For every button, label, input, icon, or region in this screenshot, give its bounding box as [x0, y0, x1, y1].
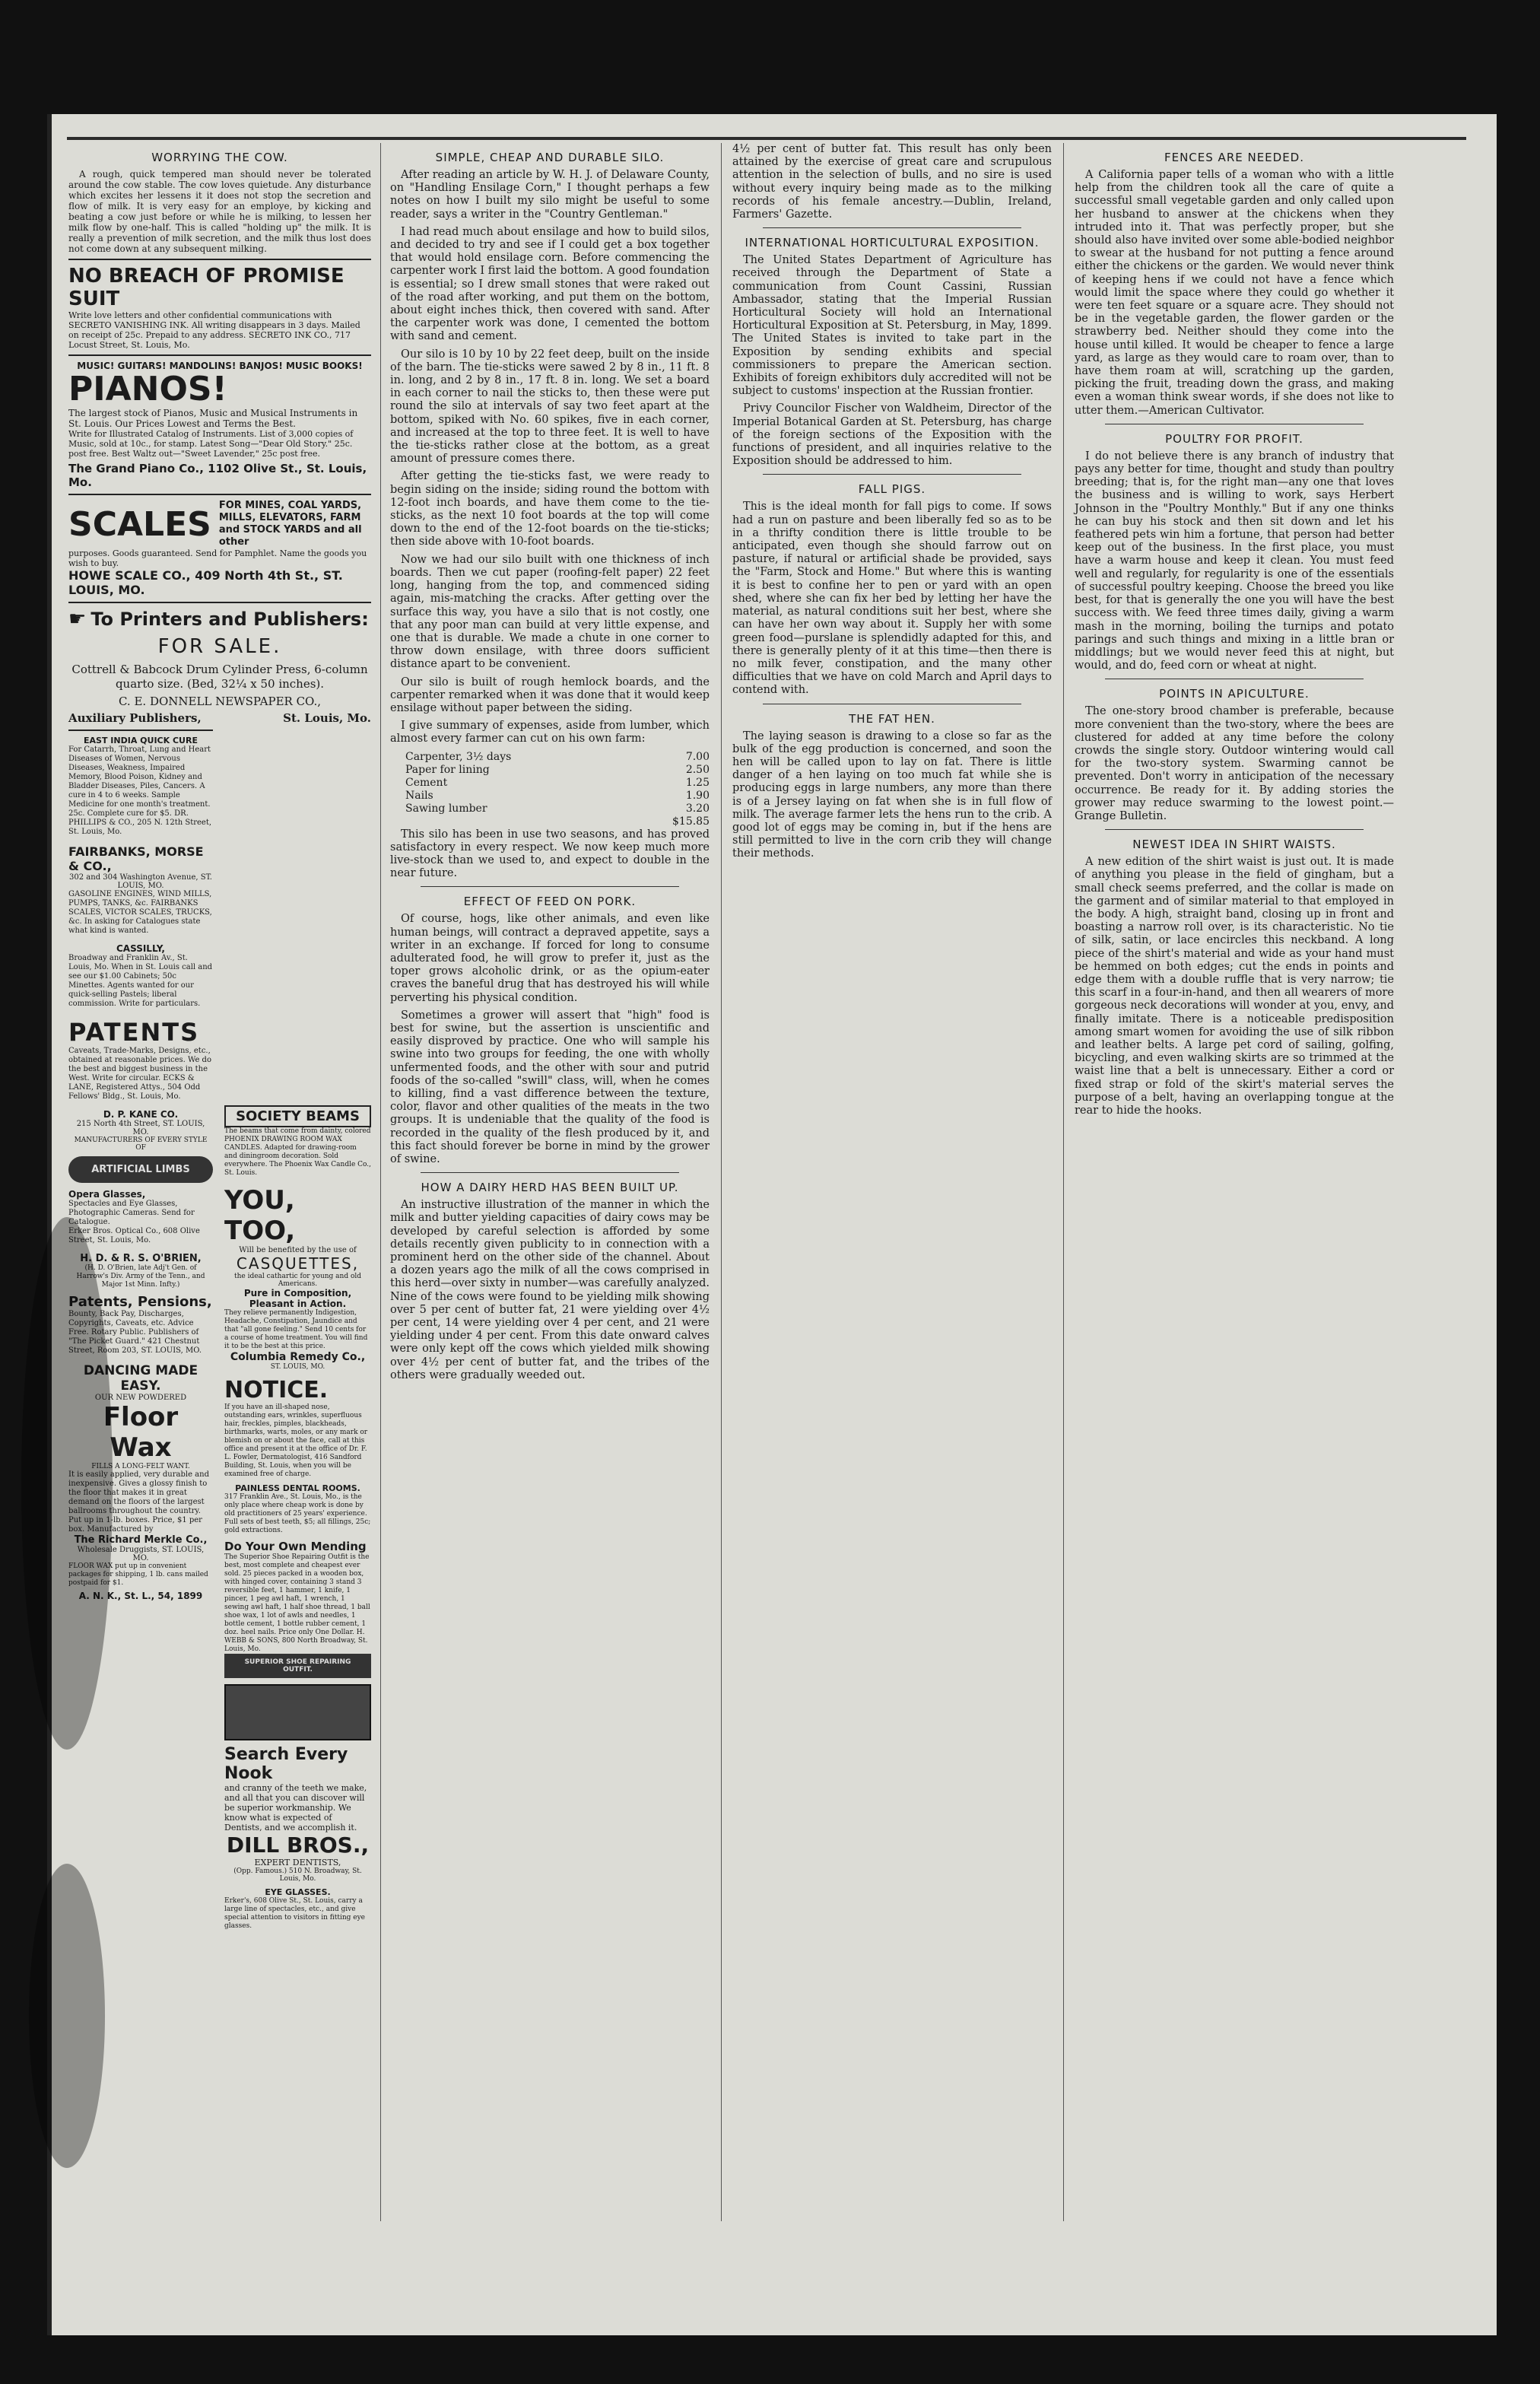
article-body: Of course, hogs, like other animals, and even like human beings, will contract a depraved appetite, says a writer in an exchange. If forced for long to consume adulterated food, he will grow to prefer it, just as the toper grows alcoholic drink, or as the opium-eater craves the baneful drug that has destroyed his will while perverting his physical condition.	[390, 913, 710, 1004]
ad-text: If you have an ill-shaped nose, outstanding ears, wrinkles, superfluous hair, freckles, pimples, blackheads, birthmarks, warts, moles, or any mark or blemish on or about the face, call at this office and present it at the office of Dr. F. L. Fowler, Dermatologist, 416 Sandford Building, St. Louis, when you will be examined free of charge.	[224, 1403, 368, 1478]
ad-text: Will be benefited by the use of	[239, 1246, 357, 1254]
ad-text: Cottrell & Babcock Drum Cylinder Press, 6-column quarto size. (Bed, 32¼ x 50 inches).	[71, 663, 368, 691]
article-title: HOW A DAIRY HERD HAS BEEN BUILT UP.	[421, 1181, 679, 1195]
ad-text: Spectacles and Eye Glasses, Photographic Cameras. Send for Catalogue.	[68, 1200, 195, 1226]
ad-headline: DANCING MADE EASY.	[83, 1363, 198, 1394]
column-rule	[721, 143, 722, 2221]
printers-advertisement	[68, 602, 371, 730]
article-body: The United States Department of Agriculture has received through the Department of State a communication from Count Cassini, Russian Ambassador, stating that the Imperial Russian Horticultural Society will hold an International Horticultural Exposition at St. Petersburg, in May, 1899. The United States is invited to take part in the Exposition by sending exhibits and special commissioners to prepare the American section. Exhibits of foreign exhibitors duly accredited will not be subject to customs' inspection at the Russian frontier.	[732, 254, 1052, 398]
divider	[763, 227, 1021, 228]
ad-footer: Auxiliary Publishers,	[68, 711, 202, 725]
ad-headline: PAINLESS DENTAL ROOMS.	[235, 1483, 360, 1493]
ad-headline: Do Your Own Mending	[224, 1540, 367, 1553]
ad-headline: DILL BROS.,	[226, 1833, 370, 1858]
top-rule	[67, 137, 1466, 140]
ad-text: GASOLINE ENGINES, WIND MILLS, PUMPS, TANKS, &c. FAIRBANKS SCALES, VICTOR SCALES, TRUCKS, &c. In asking for Catalogues state what kind is wanted.	[68, 890, 212, 935]
piano-advertisement	[68, 354, 371, 494]
ad-text: For Catarrh, Throat, Lung and Heart Diseases of Women, Nervous Diseases, Weakness, Impaired Memory, Blood Poison, Kidney and Bladder Diseases, Piles, Cancers. A cure in 4 to 6 weeks. Sample Medicine for one month's treatment. 25c. Complete cure for $5. DR. PHILLIPS & CO., 205 N. 12th Street, St. Louis, Mo.	[68, 745, 212, 836]
article-title: FENCES ARE NEEDED.	[1164, 151, 1305, 164]
ad-subhead: FOR SALE.	[157, 635, 282, 658]
ad-text: 317 Franklin Ave., St. Louis, Mo., is the only place where cheap work is done by old practitioners of 25 years' experience. Full sets of best teeth, $5; all fillings, 25c; gold extractions.	[224, 1493, 371, 1534]
ad-headline: EAST INDIA QUICK CURE	[84, 736, 198, 745]
article-body: A new edition of the shirt waist is just out. It is made of anything you please in the field of gingham, but a small check seems preferred, and the collar is made on the garment and of similar material to that employed in the body. A high, straight band, closing up in front and boasting a narrow roll over, is its characteristic. No tie of silk, satin, or lace encircles this neckband. A long piece of the shirt's material and wide as your hand must be hemmed on both edges; cut the ends in points and edge them with a double ruffle that is very narrow; tie this scarf in a four-in-hand, and then all wearers of more gorgeous neck decorations will wonder at you, envy, and finally imitate. There is a noticeable predisposition among smart women for avoiding the use of silk ribbon and leather belts. A large pet cord of sailing, golfing, bicycling, and even walking skirts are so trimmed at the waist line that a belt is unnecessary. Either a cord or fixed strap or fold of the skirt's material serves the purpose of a belt, having an overlapping tongue at the rear to hide the hooks.	[1075, 856, 1394, 1117]
ad-subhead: Pleasant in Action.	[249, 1298, 347, 1309]
expense-total: $15.85	[672, 815, 710, 828]
article-body: Privy Councilor Fischer von Waldheim, Director of the Imperial Botanical Garden at St. Petersburg, has charge of the foreign sections of the Exposition with the functions of president, and all inquiries relative to the Exposition should be addressed to him.	[732, 402, 1052, 468]
expense-row: Carpenter, 3½ days 7.00	[405, 750, 710, 763]
ad-headline: Opera Glasses,	[68, 1189, 146, 1200]
ad-headline: NO BREACH OF PROMISE SUIT	[68, 265, 345, 310]
ad-text: Bounty, Back Pay, Discharges, Copyrights, Caveats, etc. Advice Free. Rotary Public. Publishers of "The Picket Guard." 421 Chestnut Street, Room 203, ST. LOUIS, MO.	[68, 1310, 202, 1355]
article-title: POULTRY FOR PROFIT.	[1165, 431, 1303, 446]
scales-advertisement	[68, 494, 371, 602]
ad-headline: Floor Wax	[103, 1402, 179, 1463]
article-body: Our silo is 10 by 10 by 22 feet deep, built on the inside of the barn. The tie-sticks were sawed 2 by 8 in., 11 ft. 8 in. long, and 2 by 8 in., 17 ft. 8 in. long. We set a board in each corner to nail the sticks to, then these were put round the silo at intervals of say two feet apart at the bottom, spiked with No. 60 spikes, five in each corner, and increased at the top to three feet. It is well to have the tie-sticks rather close at the bottom, as a great amount of pressure comes there.	[390, 348, 710, 466]
ink-advertisement	[68, 259, 371, 354]
ad-headline: SCALES	[68, 504, 211, 544]
article-body: This is the ideal month for fall pigs to come. If sows had a run on pasture and been liberally fed so as to be in a thrifty condition there is little trouble to be anticipated, even though she should farrow out on pasture, if natural or artificial shade be provided, says the "Farm, Stock and Home." But where this is wanting it is best to confine her to pen or yard with an open shed, where she can fix her bed by letting her have the material, as natural conditions suit her best, where she can have her own way about it. Supply her with some green food—purslane is splendidly adapted for this, and there is generally plenty of it at this time—then there is no milk fever, constipation, and the many other difficulties that we have on cold March and April days to contend with.	[732, 501, 1052, 697]
ad-subhead: FILLS A LONG-FELT WANT.	[91, 1463, 190, 1470]
ad-text: purposes. Goods guaranteed. Send for Pamphlet. Name the goods you wish to buy.	[68, 548, 367, 568]
ad-headline: To Printers and Publishers:	[90, 609, 369, 630]
ad-text: The largest stock of Pianos, Music and Musical Instruments in St. Louis. Our Prices Lowest and Terms the Best.	[68, 408, 358, 429]
column-rule	[380, 143, 381, 2221]
article-title: EFFECT OF FEED ON PORK.	[463, 895, 637, 909]
column-rule	[1063, 143, 1064, 2221]
article-body: I had read much about ensilage and how to build silos, and decided to try and see if I could get a box together that would hold ensilage corn. Before commencing the carpenter work I first laid the bottom. A good foundation is essential; so I drew small stones that were raked out of the road after working, and put them on the bottom, about eight inches thick, then covered with sand. After the carpenter work was done, I cemented the bottom with sand and cement.	[390, 225, 710, 343]
article-body: A California paper tells of a woman who with a little help from the children took all the care of quite a successful small vegetable garden and only called upon her husband to answer at the chickens when they intruded into it. That was perfectly proper, but she should also have invited over some able-bodied neighbor to swear at the husband for not putting a fence around either the chickens or the garden. We would never think of keeping hens if we could not have a fence which would limit the space where they could go whether it were ten feet square or a square acre. They should not be in the vegetable garden, the flower garden or the strawberry bed. Neither should they come into the house until killed. It would be cheaper to fence a large yard, as large as they would care to roam over, than to have them roam at will, scratching up the garden, picking the fruit, treading down the grass, and making even a woman think swear words, if she does not like to utter them.—American Cultivator.	[1075, 169, 1394, 417]
expense-row: Sawing lumber 3.20	[405, 802, 710, 815]
ad-headline: CASSILLY,	[116, 943, 165, 954]
article-body: This silo has been in use two seasons, and has proved satisfactory in every respect. We now keep much more live-stock than we used to, and expect to double in the near future.	[390, 828, 710, 880]
ad-text: Wholesale Druggists, ST. LOUIS, MO.	[77, 1546, 205, 1562]
ink-stain	[21, 1217, 113, 1750]
ad-headline: H. D. & R. S. O'BRIEN,	[80, 1253, 202, 1264]
ad-text: Write love letters and other confidential communications with SECRETO VANISHING INK. All writing disappears in 3 days. Mailed on receipt of 25c. Prepaid to any address. SECRETO INK CO., 717 Locust Street, St. Louis, Mo.	[68, 310, 360, 350]
divider	[1105, 829, 1364, 830]
expense-row: Cement 1.25	[405, 776, 710, 789]
ad-footer: HOWE SCALE CO., 409 North 4th St., ST. LOUIS, MO.	[68, 568, 343, 597]
article-title: THE FAT HEN.	[849, 711, 935, 726]
ad-text: Caveats, Trade-Marks, Designs, etc., obtained at reasonable prices. We do the best and biggest business in the West. Write for circular. ECKS & LANE, Registered Attys., 504 Odd Fellows' Bldg., St. Louis, Mo.	[68, 1047, 211, 1101]
ad-text: The Superior Shoe Repairing Outfit is the best, most complete and cheapest ever sold. 25 pieces packed in a wooden box, with hinged cover, containing 3 stand 3 reversible feet, 1 hammer, 1 knife, 1 pincer, 1 peg awl haft, 1 wrench, 1 sewing awl haft, 1 half shoe thread, 1 ball shoe wax, 1 lot of awls and needles, 1 bottle cement, 1 bottle rubber cement, 1 doz. heel nails. Price only One Dollar. H. WEBB & SONS, 800 North Broadway, St. Louis, Mo.	[224, 1553, 370, 1653]
newspaper-page	[47, 114, 1497, 2335]
article-title: SIMPLE, CHEAP AND DURABLE SILO.	[435, 151, 665, 164]
ad-text: 215 North 4th Street, ST. LOUIS, MO.	[76, 1120, 205, 1136]
ad-headline: Patents, Pensions,	[68, 1294, 212, 1310]
artificial-limb-illustration: ARTIFICIAL LIMBS	[68, 1156, 213, 1183]
article-column-3	[732, 143, 1052, 866]
ad-headline: YOU, TOO,	[224, 1185, 296, 1246]
ad-headline: CASQUETTES,	[236, 1254, 360, 1273]
ad-subhead: OUR NEW POWDERED	[94, 1394, 187, 1402]
ad-text: It is easily applied, very durable and inexpensive. Gives a glossy finish to the floor that makes it in great demand on the floors of the largest ballrooms throughout the country. Put up in 1-lb. boxes. Price, $1 per box. Manufactured by	[68, 1470, 209, 1534]
ad-text: C. E. DONNELL NEWSPAPER CO.,	[118, 695, 322, 708]
ad-headline: D. P. KANE CO.	[103, 1109, 179, 1120]
ad-headline: Search Every Nook	[224, 1745, 348, 1783]
ad-footer: Columbia Remedy Co.,	[230, 1351, 366, 1363]
article-body: Now we had our silo built with one thickness of inch boards. Then we cut paper (roofing-felt paper) 22 feet long, hanging from the top, and commenced siding again, mis-matching the cracks. After getting over the surface this way, you have a silo that is not costly, one that any poor man can build at very little expense, and one that is durable. We made a chute in one corner to throw down ensilage, with three doors sufficient distance apart to be convenient.	[390, 553, 710, 671]
article-body: I do not believe there is any branch of industry that pays any better for time, thought and study than poultry breeding; that is, for the right man—any one that loves the business and is willing to work, says Herbert Johnson in the "Poultry Monthly." But if any one thinks he can buy his stock and then sit down and let his feathered pets win him a fortune, that person had better keep out of the business. In the first place, you must have a warm house and keep it clean. You must feed well and regularly, for regularity is one of the essentials of successful poultry keeping. Choose the breed you like best, for that is generally the one you will have the best success with. We feed three times daily, giving a warm mash in the morning, boiling the turnips and potato parings and such things and mixing in a little bran or middlings; but we would never feed this at night, but would, and do, feed corn or wheat at night.	[1075, 450, 1394, 672]
article-body: After reading an article by W. H. J. of Delaware County, on "Handling Ensilage Corn," I thought perhaps a few notes on how I built my silo might be useful to some reader, says a writer in the "Country Gentleman."	[390, 169, 710, 221]
divider	[421, 1172, 679, 1173]
ad-headline: EYE GLASSES.	[265, 1887, 331, 1897]
ad-text: ST. LOUIS, MO.	[270, 1363, 325, 1371]
ad-headline: PATENTS	[68, 1018, 200, 1047]
article-column-4	[1075, 143, 1394, 1122]
expense-row: Nails 1.90	[405, 789, 710, 802]
ad-footer: St. Louis, Mo.	[283, 711, 371, 725]
expense-row: Paper for lining 2.50	[405, 763, 710, 776]
article-column-2	[390, 143, 710, 1387]
article-body: The laying season is drawing to a close so far as the bulk of the egg production is concerned, and soon the hen will be called upon to lay on fat. There is little danger of a hen laying on too much fat while she is producing eggs in large numbers, any more than there is of a Jersey laying on fat when she is in full flow of milk. The average farmer lets the hens run to the crib. A good lot of eggs may be coming in, but if the hens are still permitted to live in the corn crib they will change their methods.	[732, 730, 1052, 860]
ad-footer: Erker Bros. Optical Co., 608 Olive Street, St. Louis, Mo.	[68, 1227, 200, 1244]
ad-text: and cranny of the teeth we make, and all that you can discover will be superior workmanship. We know what is expected of Dentists, and we accomplish it.	[224, 1783, 367, 1833]
ad-subhead: EXPERT DENTISTS,	[254, 1858, 341, 1867]
ad-subhead: MUSIC! GUITARS! MANDOLINS! BANJOS! MUSIC BOOKS!	[77, 361, 363, 371]
ad-text: Broadway and Franklin Av., St. Louis, Mo. When in St. Louis call and see our $1.00 Cabinets; 50c Minettes. Agents wanted for our quick-selling Pastels; liberal commission. Write for particulars.	[68, 954, 213, 1008]
dentist-illustration	[224, 1684, 371, 1740]
article-body: A rough, quick tempered man should never be tolerated around the cow stable. The cow loves quietude. Any disturbance which excites her lessens it it does not stop the secretion and flow of milk. It is very easy for an employe, by kicking and beating a cow just before or while he is milking, to lessen her milk flow by one-half. This is called "holding up" the milk. It is really a prevention of milk secretion, and the milk thus lost does not come down at any subsequent milking.	[68, 169, 371, 254]
ad-text: The beams that come from dainty, colored PHOENIX DRAWING ROOM WAX CANDLES. Adapted for drawing-room and diningroom decoration. Sold everywhere. The Phoenix Wax Candle Co., St. Louis.	[224, 1127, 372, 1177]
ads-column-left	[68, 143, 372, 1930]
article-body: Our silo is built of rough hemlock boards, and the carpenter remarked when it was done that it would keep ensilage without paper between the siding.	[390, 675, 710, 714]
ad-text: MANUFACTURERS OF EVERY STYLE OF	[74, 1136, 208, 1152]
article-title: WORRYING THE COW.	[151, 151, 288, 164]
ads-column-middle	[224, 1105, 371, 1931]
expense-table	[390, 751, 710, 828]
ad-subhead: Pure in Composition,	[243, 1288, 352, 1298]
ad-headline: NOTICE.	[224, 1377, 329, 1403]
ad-text: Write for Illustrated Catalog of Instruments. List of 3,000 copies of Music, sold at 10c., for stamp. Latest Song—"Dear Old Story." 25c. post free. Best Waltz out—"Sweet Lavender," 25c post free.	[68, 429, 354, 459]
ad-text: 302 and 304 Washington Avenue, ST. LOUIS, MO.	[69, 873, 212, 890]
ad-text: the ideal cathartic for young and old Americans.	[233, 1273, 362, 1288]
article-body: The one-story brood chamber is preferable, because more convenient than the two-story, where the bees are clustered for added at any time before the colony crowds the single story. Outdoor wintering would call for the two-story system. Swarming cannot be prevented. Don't worry in anticipation of the necessary occurrence. Be ready for it. By adding stories the grower may reduce swarming to the lowest point.—Grange Bulletin.	[1075, 705, 1394, 822]
ad-text: FLOOR WAX put up in convenient packages for shipping, 1 lb. cans mailed postpaid for $1.	[68, 1562, 208, 1587]
article-body: An instructive illustration of the manner in which the milk and butter yielding capacities of dairy cows may be developed by careful selection is afforded by some details recently given publicity to in connection with a prominent herd on the other side of the channel. About a dozen years ago the milk of all the cows comprised in this herd—over sixty in number—was carefully analyzed. Nine of the cows were found to be yielding milk showing over 5 per cent of butter fat, 21 were yielding over 4½ per cent, 14 were yielding over 4 per cent, and 21 were yielding under 4 per cent. From this date onward calves were only kept off the cows which yielded milk showing over 4½ per cent of butter fat, and the tribes of the others were gradually weeded out.	[390, 1199, 710, 1381]
divider	[421, 886, 679, 887]
divider	[763, 474, 1021, 475]
article-title: INTERNATIONAL HORTICULTURAL EXPOSITION.	[745, 236, 1040, 250]
ad-footer: The Grand Piano Co., 1102 Olive St., St. Louis, Mo.	[68, 462, 367, 489]
article-title: FALL PIGS.	[858, 482, 926, 497]
article-title: NEWEST IDEA IN SHIRT WAISTS.	[1132, 838, 1336, 852]
shoe-outfit-illustration: SUPERIOR SHOE REPAIRING OUTFIT.	[224, 1654, 371, 1678]
ad-text: They relieve permanently Indigestion, Headache, Constipation, Jaundice and that "all gone feeling." Send 10 cents for a course of home treatment. You will find it to be the best at this price.	[224, 1309, 368, 1350]
article-body: Sometimes a grower will assert that "high" food is best for swine, but the assertion is unscientific and easily disproved by practice. One who will sample his swine into two groups for feeding, the one with wholly unfermented foods, and the other with sour and putrid foods of the so-called "swill" class, will, when he comes to killing, find a vast difference between the texture, color, flavor and other qualities of the meats in the two groups. It is undeniable that the quality of the food is recorded in the quality of the flesh produced by it, and this fact should forever be borne in mind by the grower of swine.	[390, 1009, 710, 1165]
ad-headline: PIANOS!	[68, 370, 227, 408]
article-body: 4½ per cent of butter fat. This result has only been attained by the exercise of great care and scrupulous attention in the selection of bulls, and no sire is used without every inquiry being made as to the milking records of his female ancestry.—Dublin, Ireland, Farmers' Gazette.	[732, 143, 1052, 221]
ink-stain	[29, 1864, 105, 2168]
article-body: I give summary of expenses, aside from lumber, which almost every farmer can cut on his own farm:	[390, 720, 710, 745]
article-body: After getting the tie-sticks fast, we were ready to begin siding on the inside; siding round the bottom with 12-foot inch boards, and have them come to the tie-sticks, as the next 10 foot boards at the top will come down to the end of the 12-foot boards on the tie-sticks; then side above with 10-foot boards.	[390, 470, 710, 548]
article-title: POINTS IN APICULTURE.	[1159, 687, 1310, 701]
ad-headline: FAIRBANKS, MORSE & CO.,	[68, 844, 204, 873]
pointing-hand-icon: ☛	[68, 608, 87, 631]
ad-headline: SOCIETY BEAMS	[224, 1105, 371, 1127]
ad-text: Erker's, 608 Olive St., St. Louis, carry a large line of spectacles, etc., and give special attention to visitors in fitting eye glasses.	[224, 1897, 366, 1930]
ad-text: (H. D. O'Brien, late Adj't Gen. of Harrow's Div. Army of the Tenn., and Major 1st Minn. Infty.)	[76, 1264, 205, 1289]
issue-line: A. N. K., St. L., 54, 1899	[78, 1591, 203, 1601]
ad-footer: The Richard Merkle Co.,	[74, 1534, 208, 1546]
ad-text: (Opp. Famous.) 510 N. Broadway, St. Louis, Mo.	[233, 1867, 362, 1883]
ad-subhead: FOR MINES, COAL YARDS, MILLS, ELEVATORS, FARM and STOCK YARDS and all other	[218, 500, 362, 548]
